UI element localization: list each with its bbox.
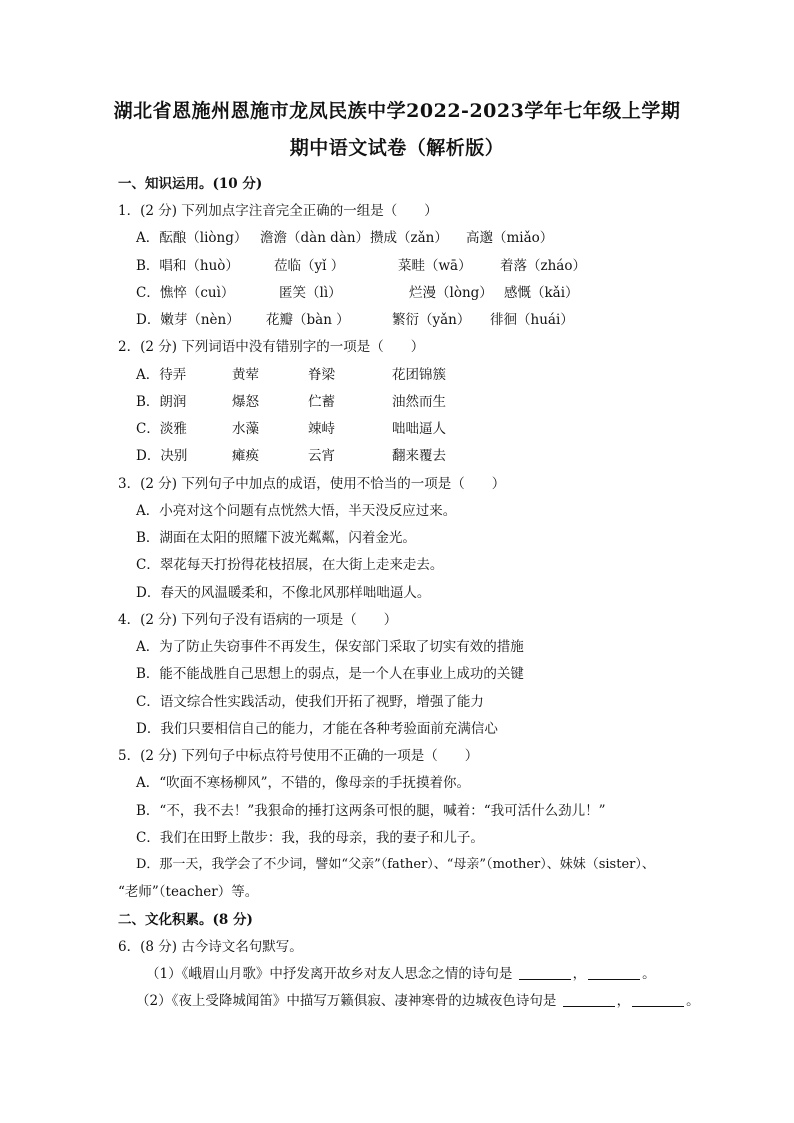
option-cell: 油然而生 xyxy=(392,394,446,410)
q6-sub2 xyxy=(136,992,700,1010)
q6-stem: 6．(8 分) 古今诗文名句默写。 xyxy=(118,939,303,955)
exam-title-line1: 湖北省恩施州恩施市龙凤民族中学2022-2023学年七年级上学期 xyxy=(113,100,681,122)
option-cell: 水藻 xyxy=(232,421,259,437)
q5-option-d-line1: D．那一天，我学会了不少词，譬如“父亲”（father）、“母亲”（mother）、妹妹（sister）、 xyxy=(136,857,655,872)
exam-title-line2: 期中语文试卷（解析版） xyxy=(289,137,505,159)
q1-stem: 1．(2 分) 下列加点字注音完全正确的一组是（ ） xyxy=(118,203,438,219)
q4-option-d: D．我们只要相信自己的能力，才能在各种考验面前充满信心 xyxy=(136,721,498,737)
option-cell: 爆怒 xyxy=(232,394,259,410)
option-cell: C．憔悴（cuì） xyxy=(136,285,235,301)
option-cell: 咄咄逼人 xyxy=(392,421,446,437)
q6-sub2-end: 。 xyxy=(686,993,700,1009)
option-cell: 高邈（miǎo） xyxy=(466,230,554,246)
option-cell: 繁衍（yǎn） xyxy=(392,312,471,328)
option-cell: C．淡雅 xyxy=(136,421,187,437)
section1-heading: 一、知识运用。(10 分) xyxy=(118,176,263,192)
q6-sub2-text: （2）《夜上受降城闻笛》中描写万籁俱寂、凄神寒骨的边城夜色诗句是 xyxy=(136,993,557,1009)
answer-blank[interactable] xyxy=(563,992,615,1007)
option-cell: 菜畦（wā） xyxy=(398,258,472,274)
answer-blank[interactable] xyxy=(519,965,571,980)
option-cell: B．朗润 xyxy=(136,394,187,410)
q4-stem: 4．(2 分) 下列句子没有语病的一项是（ ） xyxy=(118,612,398,628)
q3-option-a: A．小亮对这个问题有点恍然大悟，半天没反应过来。 xyxy=(136,503,457,519)
q2-stem: 2．(2 分) 下列词语中没有错别字的一项是（ ） xyxy=(118,339,425,355)
q6-sub1-end: 。 xyxy=(642,966,656,982)
q3-stem: 3．(2 分) 下列句子中加点的成语，使用不恰当的一项是（ ） xyxy=(118,476,506,492)
q5-option-b: B．“不，我不去！”我狠命的捶打这两条可恨的腿，喊着：“我可活什么劲儿！” xyxy=(136,803,606,819)
option-cell: D．嫩芽（nèn） xyxy=(136,312,240,328)
option-cell: 攒成（zǎn） xyxy=(370,230,448,246)
option-cell: 花瓣（bàn ） xyxy=(266,312,350,328)
option-cell: D．决别 xyxy=(136,448,188,464)
option-cell: B．唱和（huò） xyxy=(136,258,239,274)
option-cell: 澹澹（dàn dàn） xyxy=(260,230,370,246)
q5-option-c: C．我们在田野上散步：我，我的母亲，我的妻子和儿子。 xyxy=(136,830,484,846)
section2-heading: 二、文化积累。(8 分) xyxy=(118,912,253,928)
q6-sub1 xyxy=(146,965,656,983)
q4-option-a: A．为了防止失窃事件不再发生，保安部门采取了切实有效的措施 xyxy=(136,639,524,655)
option-cell: 脊梁 xyxy=(308,367,335,383)
option-cell: 瘫痪 xyxy=(232,448,259,464)
q3-option-d: D．春天的风温暖柔和，不像北风那样咄咄逼人。 xyxy=(136,585,431,601)
option-cell: 翻来覆去 xyxy=(392,448,446,464)
option-cell: 伫蓄 xyxy=(308,394,335,410)
q6-sub1-sep: ， xyxy=(572,966,587,982)
option-cell: 莅临（yǐ ） xyxy=(274,258,345,274)
q5-option-a: A．“吹面不寒杨柳风”，不错的，像母亲的手抚摸着你。 xyxy=(136,775,471,791)
option-cell: 云宵 xyxy=(308,448,335,464)
option-cell: 黄荤 xyxy=(232,367,259,383)
q6-sub2-sep: ， xyxy=(616,993,631,1009)
q3-option-b: B．湖面在太阳的照耀下波光粼粼，闪着金光。 xyxy=(136,530,416,546)
q6-sub1-text: （1）《峨眉山月歌》中抒发离开故乡对友人思念之情的诗句是 xyxy=(146,966,513,982)
option-cell: 烂漫（lòng） xyxy=(409,285,493,301)
q5-stem: 5．(2 分) 下列句子中标点符号使用不正确的一项是（ ） xyxy=(118,748,479,764)
answer-blank[interactable] xyxy=(632,992,684,1007)
option-cell: 匿笑（lì） xyxy=(279,285,342,301)
answer-blank[interactable] xyxy=(588,965,640,980)
q4-option-b: B．能不能战胜自己思想上的弱点，是一个人在事业上成功的关键 xyxy=(136,666,524,682)
option-cell: A．酝酿（liòng） xyxy=(136,230,248,246)
option-cell: 竦峙 xyxy=(308,421,335,437)
q3-option-c: C．翠花每天打扮得花枝招展，在大街上走来走去。 xyxy=(136,557,444,573)
q5-option-d-line2: “老师”（teacher）等。 xyxy=(118,884,259,900)
option-cell: 花团锦簇 xyxy=(392,367,446,383)
option-cell: 着落（zháo） xyxy=(500,258,586,274)
option-cell: A．待弄 xyxy=(136,367,187,383)
option-cell: 徘徊（huái） xyxy=(490,312,574,328)
option-cell: 感慨（kǎi） xyxy=(504,285,579,301)
q4-option-c: C．语文综合性实践活动，使我们开拓了视野，增强了能力 xyxy=(136,694,484,710)
